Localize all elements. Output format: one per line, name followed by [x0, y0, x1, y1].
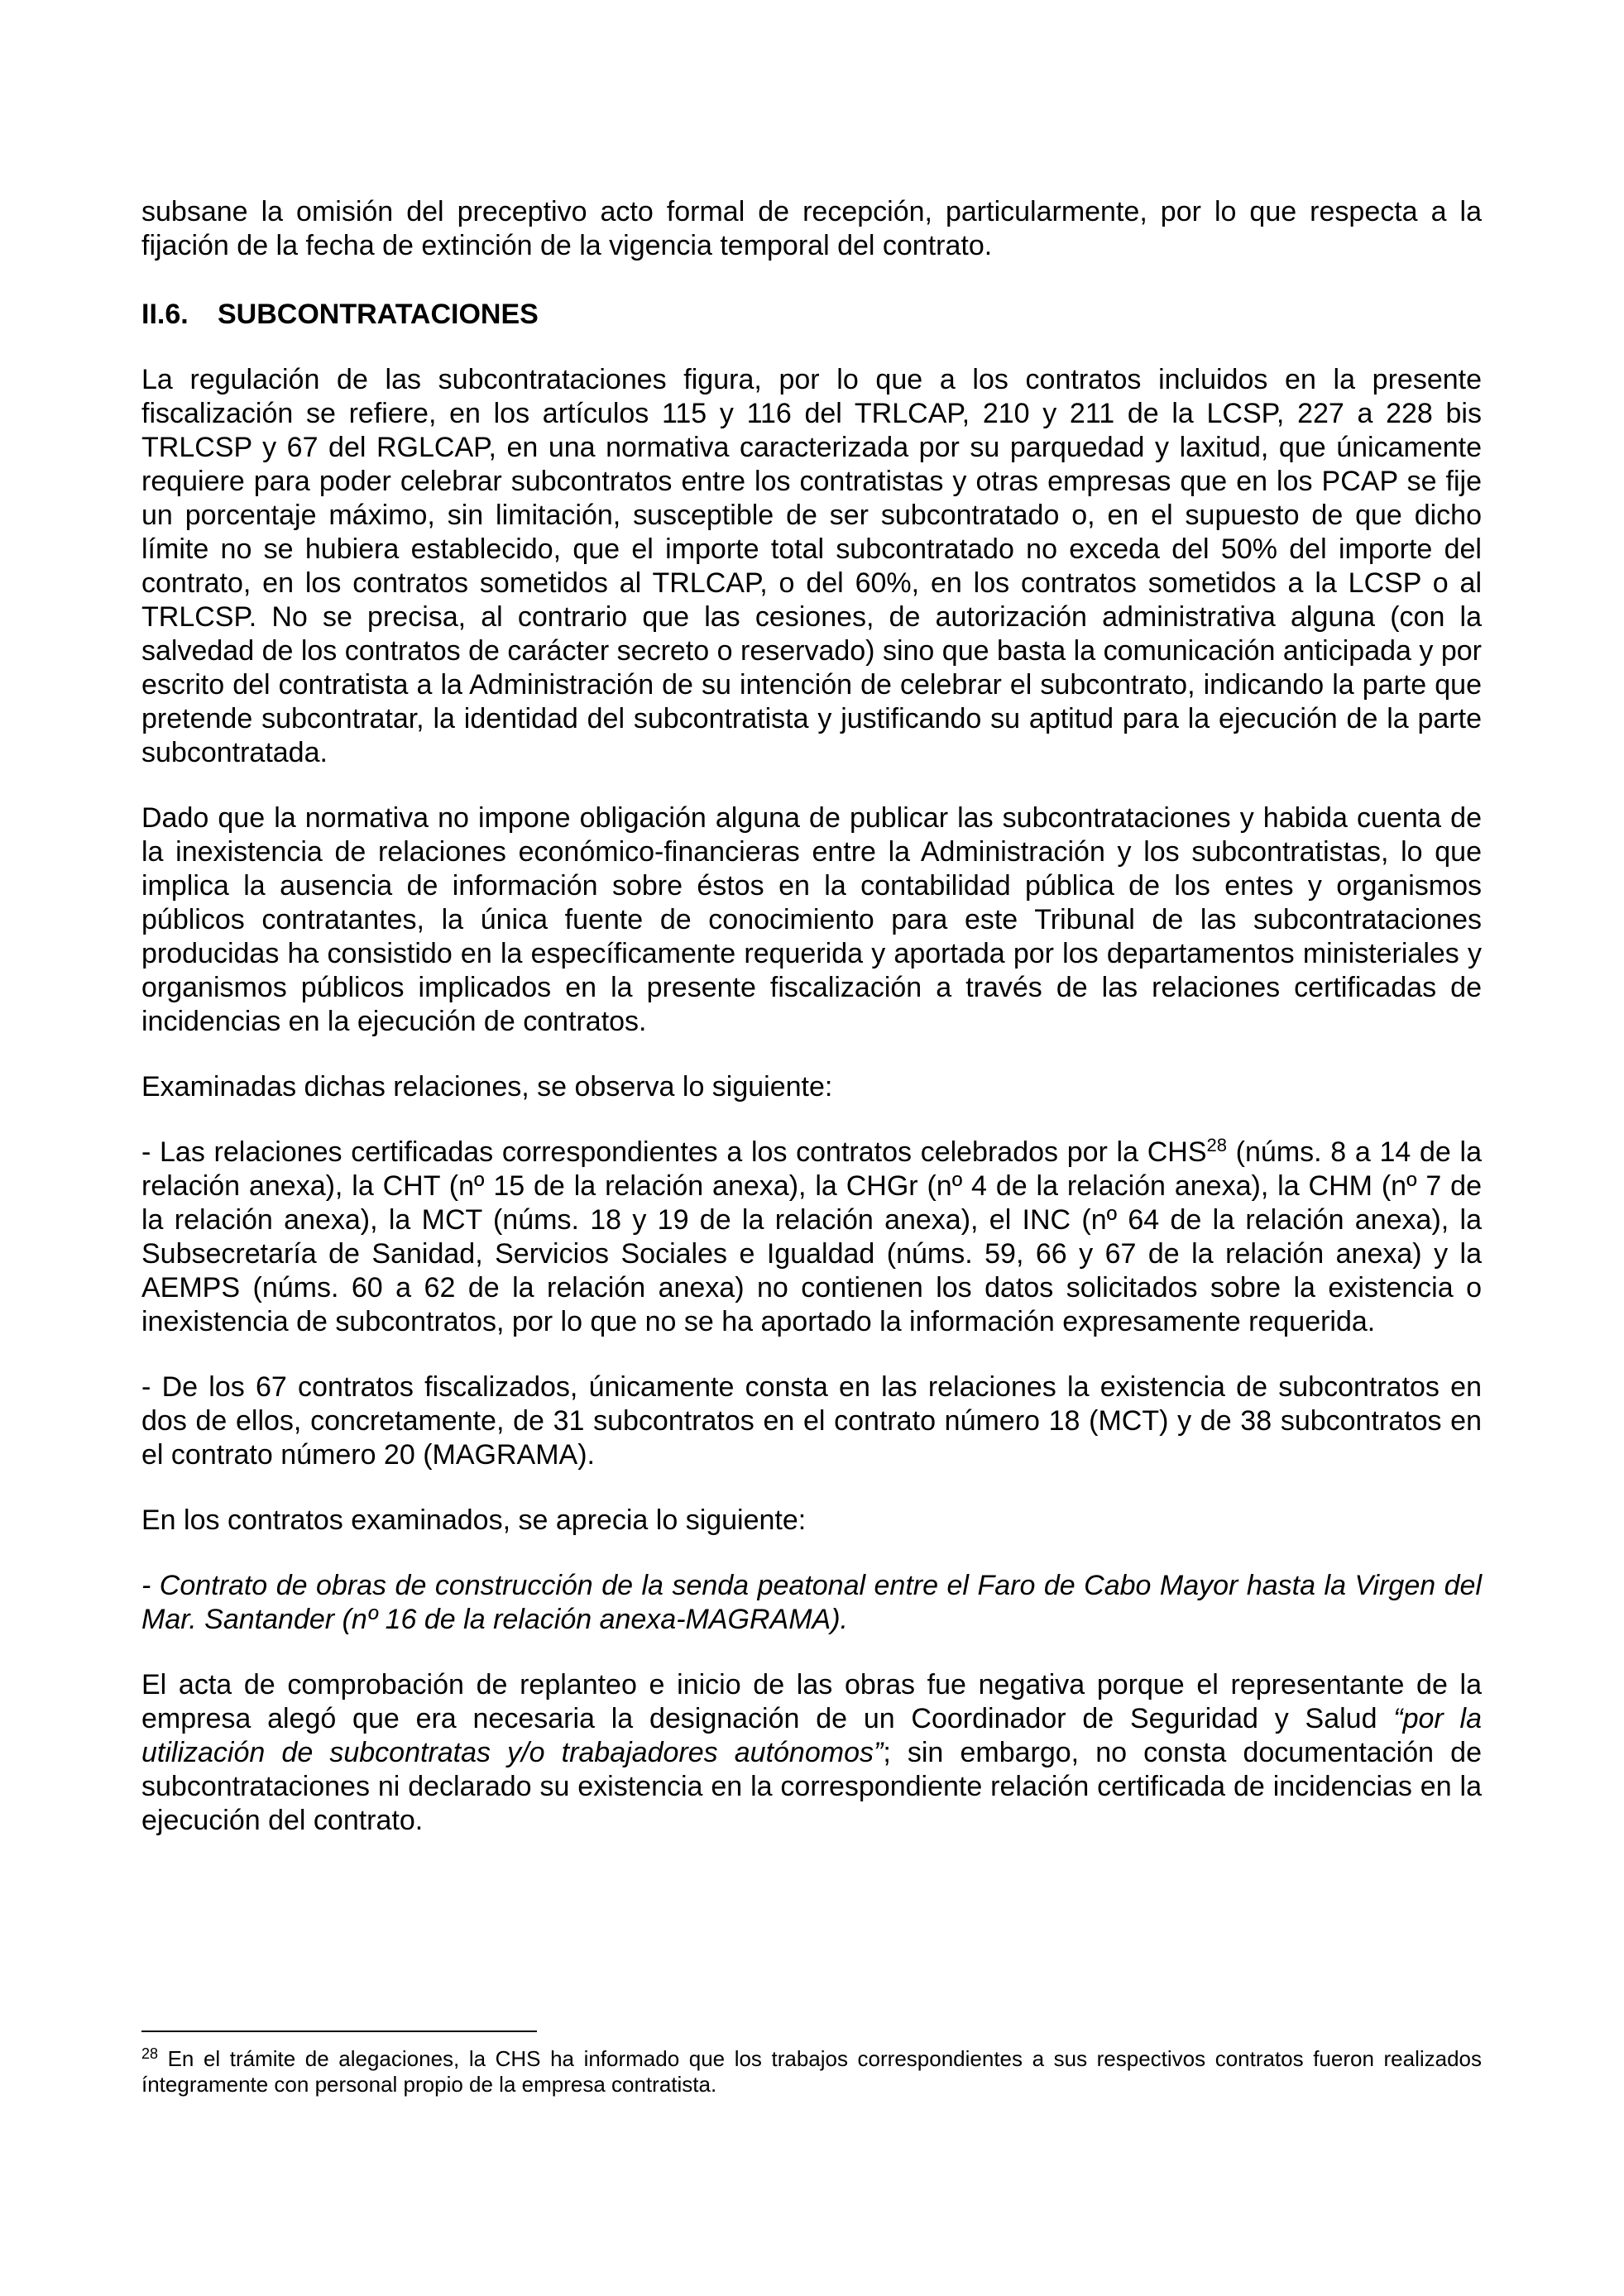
paragraph-examined: Examinadas dichas relaciones, se observa lo siguiente: [141, 1071, 833, 1103]
section-number: II.6. [141, 299, 189, 330]
paragraph-given: Dado que la normativa no impone obligación alguna de publicar las subcontrataciones y habida cuenta de la inexistencia de relaciones económico-financieras entre la Administración y los subcontratistas, lo que implica la ausencia de información sobre éstos en la contabilidad pública de los entes y organismos públicos contratantes, la única fuente de conocimiento para este Tribunal de las subcontrataciones producidas ha consistido en la específicamente requerida y aportada por los departamentos ministeriales y organismos públicos implicados en la presente fiscalización a través de las relaciones certificadas de incidencias en la ejecución de contratos. [141, 802, 1482, 1037]
footnote-reference[interactable]: 28 [1206, 1135, 1227, 1155]
contract-title: - Contrato de obras de construcción de la senda peatonal entre el Faro de Cabo Mayor hasta la Virgen del Mar. Santander (nº 16 de la relación anexa-MAGRAMA). [141, 1570, 1482, 1635]
bullet-text-end: (núms. 8 a 14 de la relación anexa), la CHT (nº 15 de la relación anexa), la CHGr (nº 4 de la relación anexa), la CHM (nº 7 de la relación anexa), la MCT (núms. 18 y 19 de la relación anexa), el INC (nº 64 de la relación anexa), la Subsecretaría de Sanidad, Servicios Sociales e Igualdad (núms. 59, 66 y 67 de la relación anexa) y la AEMPS (núms. 60 a 62 de la relación anexa) no contienen los datos solicitados sobre la existencia o inexistencia de subcontratos, por lo que no se ha aportado la información expresamente requerida. [141, 1136, 1482, 1337]
paragraph-contracts: En los contratos examinados, se aprecia lo siguiente: [141, 1504, 807, 1536]
footnote-text: En el trámite de alegaciones, la CHS ha informado que los trabajos correspondientes a sus respectivos contratos fueron realizados íntegramente con personal propio de la empresa contratista. [141, 2046, 1482, 2097]
footnote [141, 2046, 1482, 2097]
bullet-incomplete-relations [141, 1136, 1482, 1339]
bullet-text-start: - Las relaciones certificadas correspondientes a los contratos celebrados por la CHS [141, 1136, 1207, 1168]
footnote-separator [141, 2031, 537, 2032]
page-body [141, 195, 1482, 1838]
paragraph-carryover: subsane la omisión del preceptivo acto formal de recepción, particularmente, por lo que respecta a la fijación de la fecha de extinción de la vigencia temporal del contrato. [141, 196, 1482, 261]
section-title: SUBCONTRATACIONES [218, 299, 539, 330]
paragraph-regulation: La regulación de las subcontrataciones figura, por lo que a los contratos incluidos en la presente fiscalización se refiere, en los artículos 115 y 116 del TRLCAP, 210 y 211 de la LCSP, 227 a 228 bis TRLCSP y 67 del RGLCAP, en una normativa caracterizada por su parquedad y laxitud, que únicamente requiere para poder celebrar subcontratos entre los contratistas y otras empresas que en los PCAP se fije un porcentaje máximo, sin limitación, susceptible de ser subcontratado o, en el supuesto de que dicho límite no se hubiera establecido, que el importe total subcontratado no exceda del 50% del importe del contrato, en los contratos sometidos al TRLCAP, o del 60%, en los contratos sometidos a la LCSP o al TRLCSP. No se precisa, al contrario que las cesiones, de autorización administrativa alguna (con la salvedad de los contratos de carácter secreto o reservado) sino que basta la comunicación anticipada y por escrito del contratista a la Administración de su intención de celebrar el subcontrato, indicando la parte que pretende subcontratar, la identidad del subcontratista y justificando su aptitud para la ejecución de la parte subcontratada. [141, 364, 1482, 768]
act-quote: “por la utilización de subcontratas y/o trabajadores autónomos” [141, 1703, 1482, 1768]
act-text-start: El acta de comprobación de replanteo e inicio de las obras fue negativa porque el representante de la empresa alegó que era necesaria la designación de un Coordinador de Seguridad y Salud [141, 1669, 1482, 1734]
section-heading [141, 298, 1482, 332]
act-text-end: ; sin embargo, no consta documentación de subcontrataciones ni declarado su existencia en la correspondiente relación certificada de incidencias en la ejecución del contrato. [141, 1737, 1482, 1836]
paragraph-act [141, 1668, 1482, 1838]
footnote-mark: 28 [141, 2045, 159, 2062]
bullet-subcontract-count: - De los 67 contratos fiscalizados, únicamente consta en las relaciones la existencia de subcontratos en dos de ellos, concretamente, de 31 subcontratos en el contrato número 18 (MCT) y de 38 subcontratos en el contrato número 20 (MAGRAMA). [141, 1371, 1482, 1471]
